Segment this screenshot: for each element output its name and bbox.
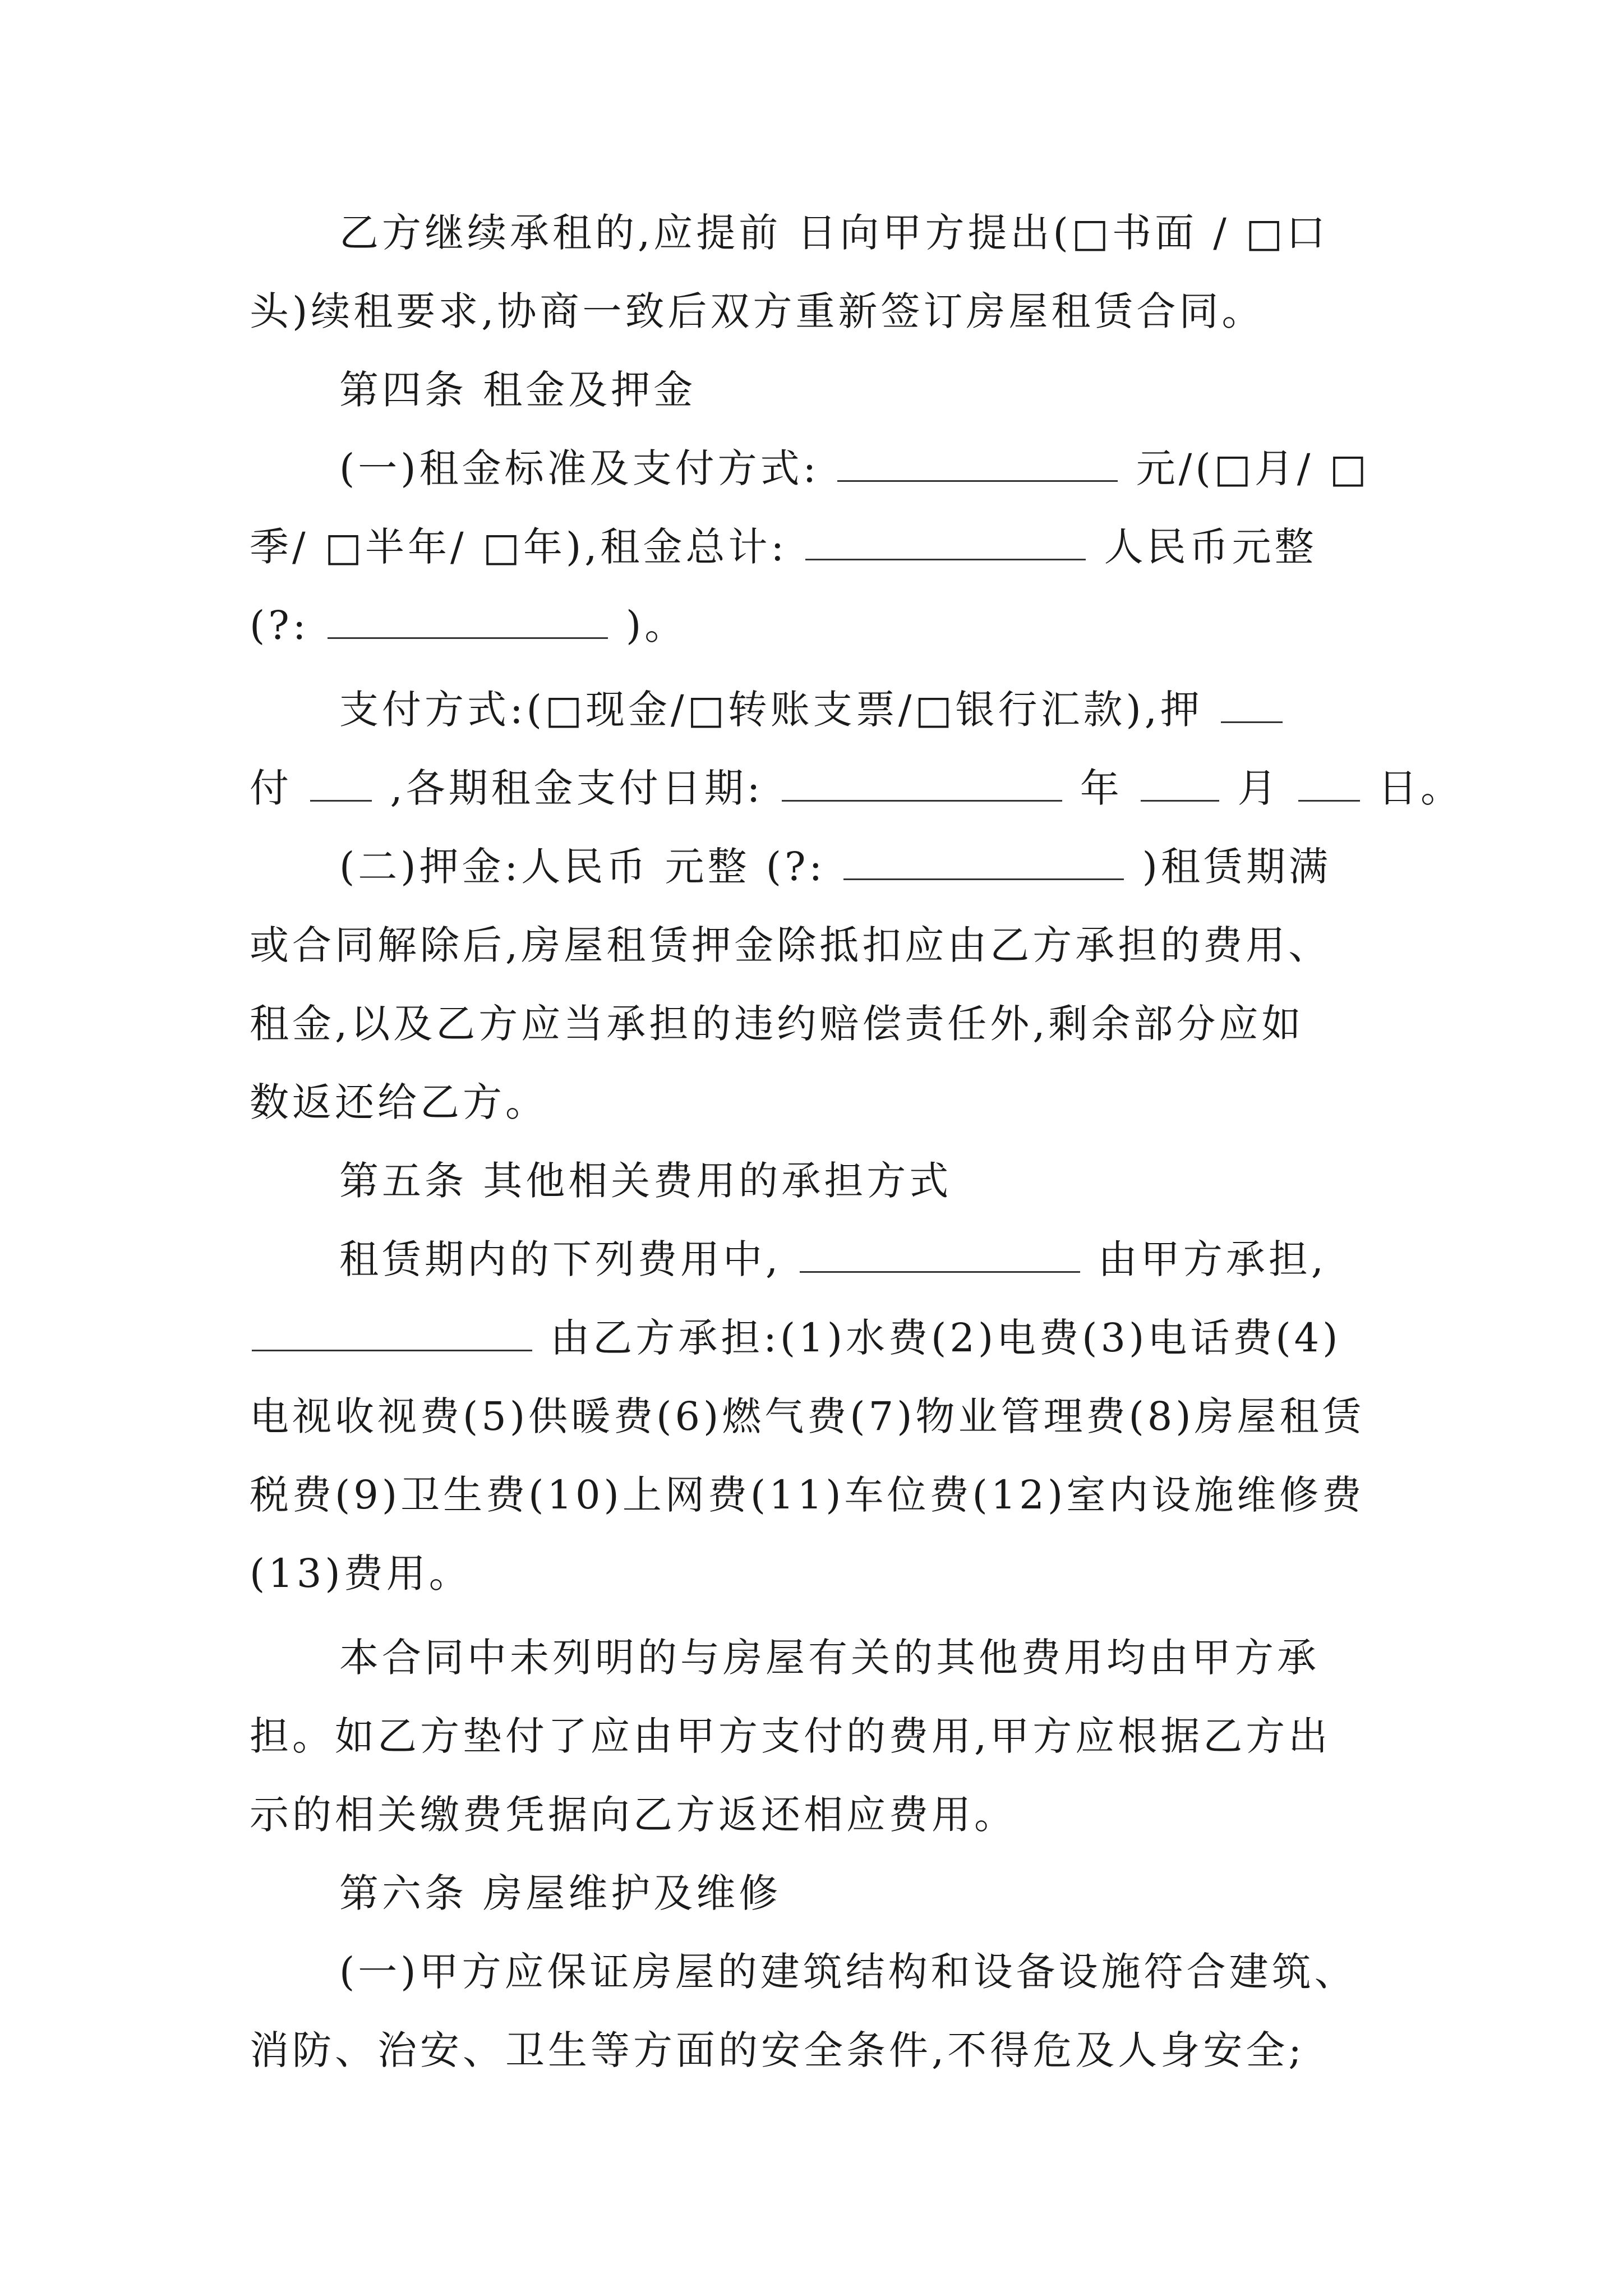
text-segment: ,各期租金支付日期:: [390, 765, 764, 811]
text-line: [250, 2019, 1305, 2081]
text-line: [250, 1784, 1017, 1846]
text-line: [339, 1627, 1320, 1688]
text-segment: 支付方式:(□现金/□转账支票/□银行汇款),押: [339, 687, 1204, 733]
text-line: [339, 1228, 1327, 1290]
text-segment: 本合同中未列明的与房屋有关的其他费用均由甲方承: [339, 1635, 1320, 1681]
text-line: [250, 595, 687, 656]
fill-blank: [1221, 687, 1283, 723]
text-segment: (?:: [250, 602, 310, 648]
text-segment: )租赁期满: [1142, 844, 1331, 890]
text-segment: (一)租金标准及支付方式:: [339, 445, 820, 491]
text-segment: (一)甲方应保证房屋的建筑结构和设备设施符合建筑、: [339, 1949, 1357, 1995]
text-segment: (13)费用。: [250, 1550, 472, 1596]
text-line: [250, 1386, 1365, 1447]
text-segment: 第六条 房屋维护及维修: [339, 1870, 782, 1916]
fill-blank: [805, 524, 1086, 560]
text-segment: 租金,以及乙方应当承担的违约赔偿责任外,剩余部分应如: [250, 1001, 1304, 1047]
text-segment: 税费(9)卫生费(10)上网费(11)车位费(12)室内设施维修费: [250, 1472, 1365, 1518]
text-segment: (二)押金:人民币 元整 (?:: [339, 844, 826, 890]
text-segment: 付: [250, 765, 292, 811]
text-line: [339, 836, 1331, 898]
text-segment: 第四条 租金及押金: [339, 367, 697, 413]
text-line: [250, 993, 1304, 1055]
text-segment: 月: [1237, 765, 1280, 811]
section-heading: [339, 359, 696, 421]
text-segment: 担。如乙方垫付了应由甲方支付的费用,甲方应根据乙方出: [250, 1713, 1331, 1759]
section-heading: [339, 1862, 781, 1924]
fill-blank: [310, 765, 372, 802]
fill-blank: [800, 1236, 1080, 1273]
text-segment: 人民币元整: [1104, 524, 1317, 570]
text-line: [250, 280, 1265, 342]
text-line: [250, 757, 1463, 819]
text-segment: 日。: [1377, 765, 1463, 811]
text-segment: 由甲方承担,: [1098, 1236, 1327, 1282]
text-segment: 电视收视费(5)供暖费(6)燃气费(7)物业管理费(8)房屋租赁: [250, 1393, 1365, 1439]
fill-blank: [252, 1315, 532, 1351]
fill-blank: [328, 602, 608, 639]
text-segment: 头)续租要求,协商一致后双方重新签订房屋租赁合同。: [250, 288, 1265, 334]
text-line: [250, 1464, 1364, 1526]
fill-blank: [1298, 765, 1360, 802]
text-line: [250, 1071, 548, 1133]
text-line: [250, 516, 1317, 578]
text-segment: 季/ □半年/ □年),租金总计:: [250, 524, 788, 570]
fill-blank: [782, 765, 1062, 802]
text-line: [339, 438, 1370, 499]
text-line: [250, 1543, 472, 1604]
fill-blank: [837, 445, 1118, 482]
text-segment: 由乙方承担:(1)水费(2)电费(3)电话费(4): [550, 1315, 1341, 1361]
text-line: [250, 1705, 1331, 1767]
fill-blank: [1141, 765, 1219, 802]
fill-blank: [843, 844, 1124, 880]
text-segment: 第五条 其他相关费用的承担方式: [339, 1158, 952, 1204]
text-segment: 乙方继续承租的,应提前 日向甲方提出(□书面 / □口: [339, 210, 1329, 256]
text-segment: 数返还给乙方。: [250, 1079, 548, 1125]
text-segment: )。: [625, 602, 688, 648]
text-segment: 示的相关缴费凭据向乙方返还相应费用。: [250, 1792, 1017, 1838]
text-line: [339, 202, 1329, 264]
text-segment: 或合同解除后,房屋租赁押金除抵扣应由乙方承担的费用、: [250, 922, 1331, 968]
text-line: [339, 679, 1285, 740]
text-segment: 消防、治安、卫生等方面的安全条件,不得危及人身安全;: [250, 2027, 1305, 2073]
text-segment: 元/(□月/ □: [1136, 445, 1370, 491]
text-segment: 年: [1080, 765, 1123, 811]
text-line: [250, 1307, 1341, 1369]
text-line: [339, 1941, 1357, 2003]
section-heading: [339, 1150, 952, 1212]
text-line: [250, 914, 1331, 976]
text-segment: 租赁期内的下列费用中,: [339, 1236, 782, 1282]
